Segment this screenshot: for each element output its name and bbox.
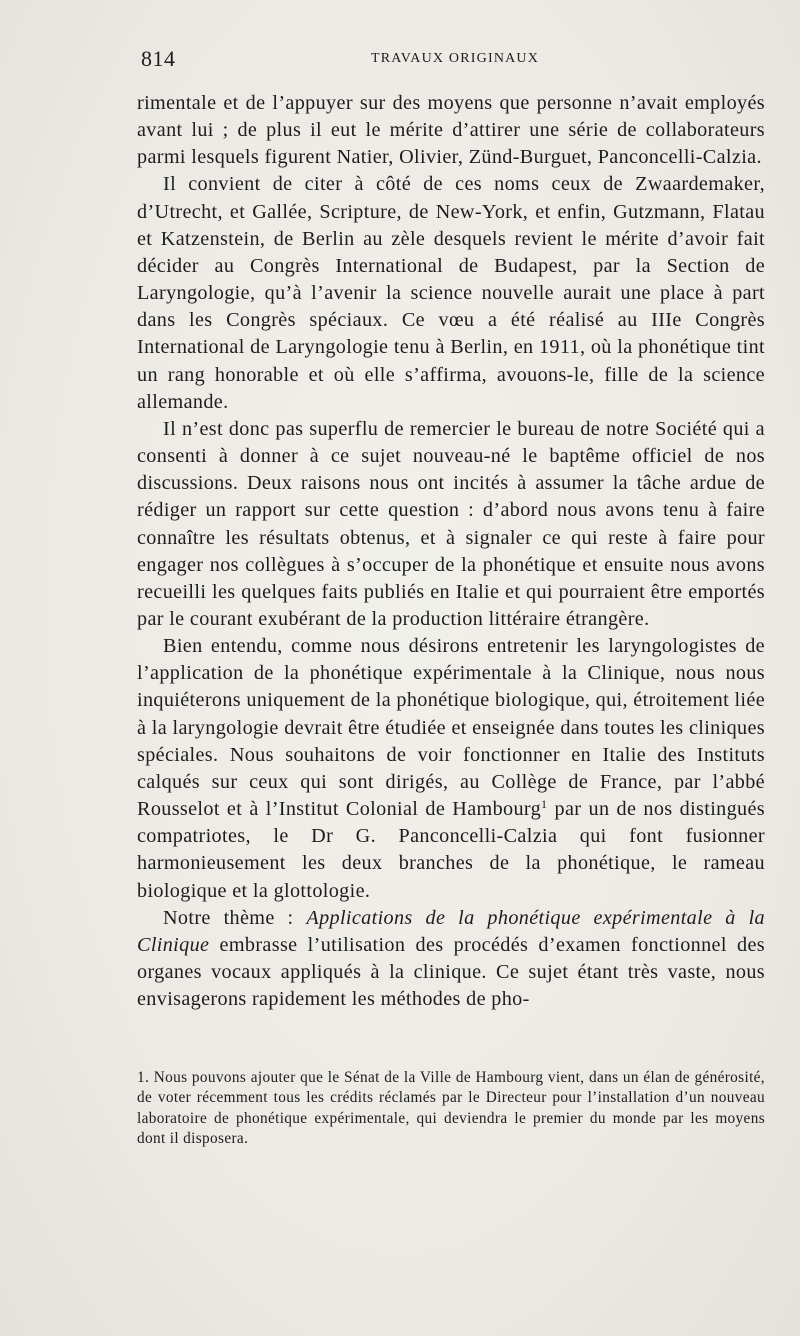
footnote-text: Nous pouvons ajouter que le Sénat de la Ville de Hambourg vient, dans un élan de générosité, de voter récemment tous les crédits réclamés par le Directeur pour l’installation d’un nouveau laboratoire de phonétique expérimentale, qui deviendra le premier du monde par les moyens dont il disposera. <box>137 1069 765 1148</box>
paragraph-zwaardemaker: Il convient de citer à côté de ces noms ceux de Zwaardemaker, d’Utrecht, et Gallée, Scripture, de New-York, et enfin, Gutzmann, Flatau et Katzenstein, de Berlin au zèle desquels revient le mérite d’avoir fait décider au Congrès International de Budapest, par la Section de Laryngologie, qu’à l’avenir la science nouvelle aurait une place à part dans les Congrès spéciaux. Ce vœu a été réalisé au IIIe Congrès International de Laryngologie tenu à Berlin, en 1911, où la phonétique tint un rang honorable et où elle s’affirma, avouons-le, fille de la science allemande. <box>137 173 765 413</box>
footnote-reference: 1 <box>541 797 548 812</box>
theme-rest: embrasse l’utilisation des procédés d’examen fonctionnel des organes vocaux appliqués à la clinique. Ce sujet étant très vaste, nous envisagerons rapidement les méthodes de pho- <box>137 933 765 1011</box>
footnote-number: 1. <box>137 1069 150 1086</box>
page-number: 814 <box>141 46 176 71</box>
paragraph-phonetique-biologique <box>137 633 765 905</box>
paragraph-text-after-note: par un de nos distingués compatriotes, le Dr G. Panconcelli-Calzia qui font fusionner harmonieusement les deux branches de la phonétique, le rameau biologique et la glottologie. <box>137 798 765 902</box>
paragraph-text-before-note: Bien entendu, comme nous désirons entretenir les laryngologistes de l’application de la phonétique expérimentale à la Clinique, nous nous inquiéterons uniquement de la phonétique biologique, qui, étroitement liée à la laryngologie devrait être étudiée et enseignée dans toutes les cliniques spéciales. Nous souhaitons de voir fonctionner en Italie des Instituts calqués sur ceux qui sont dirigés, au Collège de France, par l’abbé Rousselot et à l’Institut Colonial de Hambourg <box>137 635 766 821</box>
theme-title: Applications de la phonétique expérimentale à la Clinique <box>137 906 765 956</box>
theme-intro: Notre thème : <box>163 906 307 929</box>
paragraph-theme <box>137 905 765 1014</box>
paragraph-remerciements: Il n’est donc pas superflu de remercier le bureau de notre Société qui a consenti à donner à ce sujet nouveau-né le baptême officiel de nos discussions. Deux raisons nous ont incités à assumer la tâche ardue de rédiger un rapport sur cette question : d’abord nous avons tenu à faire connaître les résultats obtenus, et à signaler ce qui reste à faire pour engager nos collègues à s’occuper de la phonétique et ensuite nous avons recueilli les quelques faits publiés en Italie et qui pourraient être emportés par le courant exubérant de la production littéraire étrangère. <box>137 417 765 630</box>
paragraph-continuation: rimentale et de l’appuyer sur des moyens que personne n’avait employés avant lui ; de plus il eut le mérite d’attirer une série de collaborateurs parmi lesquels figurent Natier, Olivier, Zünd-Burguet, Panconcelli-Calzia. <box>137 92 765 169</box>
body-text <box>137 90 765 1013</box>
page-header <box>141 46 781 76</box>
running-title: TRAVAUX ORIGINAUX <box>371 51 540 66</box>
footnote <box>137 1068 765 1150</box>
